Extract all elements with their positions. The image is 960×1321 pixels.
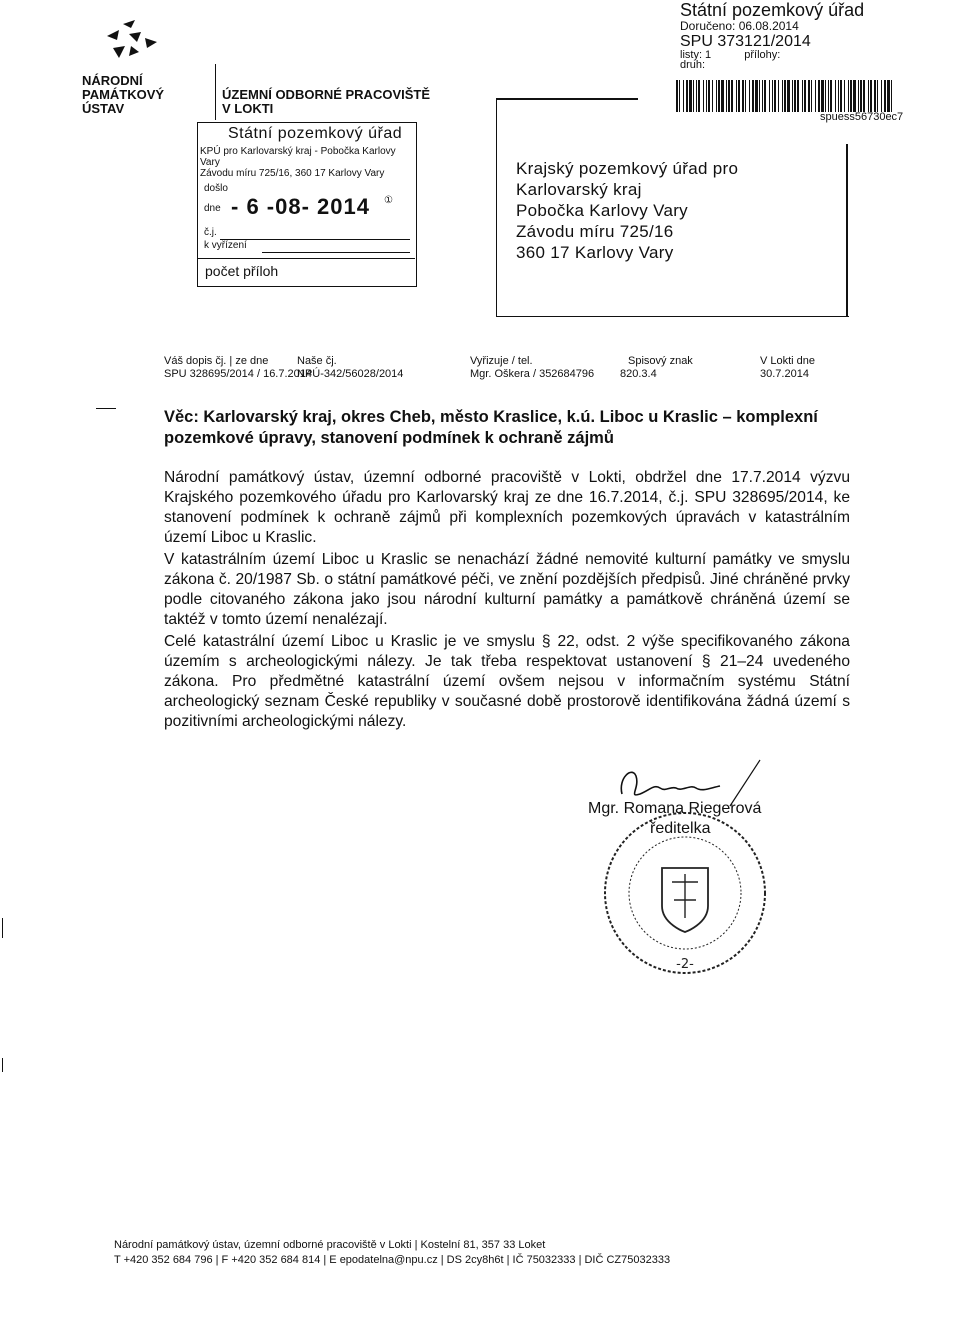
handler: Vyřizuje / tel. Mgr. Oškera / 352684796 bbox=[470, 355, 595, 380]
stamp-attachments-box bbox=[197, 258, 415, 285]
stamp-circle-mark: ① bbox=[384, 195, 393, 206]
place-date: V Lokti dne 30.7.2014 bbox=[760, 355, 816, 380]
signatory-name: Mgr. Romana Riegerová bbox=[588, 800, 762, 817]
margin-tick bbox=[2, 1058, 3, 1072]
fold-mark bbox=[96, 408, 116, 409]
your-ref: Váš dopis čj. | ze dne SPU 328695/2014 / 16.7.2014 bbox=[164, 355, 313, 380]
barcode-bar bbox=[874, 80, 876, 112]
stamp-title: Státní pozemkový úřad bbox=[228, 125, 403, 142]
registry-number: SPU 373121/2014 bbox=[680, 33, 811, 50]
recipient-address: Krajský pozemkový úřad pro Karlovarský kraj Pobočka Karlovy Vary Závodu míru 725/16 360 17 Karlovy Vary bbox=[516, 159, 739, 262]
barcode-bar bbox=[863, 80, 865, 112]
org-workplace: ÚZEMNÍ ODBORNÉ PRACOVIŠTĚ V LOKTI bbox=[222, 87, 431, 116]
official-seal-icon bbox=[600, 808, 770, 978]
barcode-bar bbox=[868, 80, 869, 112]
stamp-handling-line bbox=[262, 252, 410, 253]
stamp-handling-label: k vyřízení bbox=[204, 240, 247, 251]
stamp-address: KPÚ pro Karlovarský kraj - Pobočka Karlovy Vary Závodu míru 725/16, 360 17 Karlovy Vary bbox=[200, 146, 396, 179]
body-paragraph-3: Celé katastrální území Liboc u Kraslic je ve smyslu § 22, odst. 2 výše specifikovaného zákona územím s archeologickými nálezy. Je tak třeba respektovat ustanovení § 21–24 uvedeného zákona. Pro předmětné katastrální území ovšem nejsou v informačním systému Státní archeologický seznam České republiky v současné době prostorově identifikována žádná území s pozitivními archeologickými nálezy. bbox=[164, 633, 850, 730]
registry-office: Státní pozemkový úřad bbox=[680, 0, 865, 20]
received-stamp bbox=[197, 122, 417, 287]
file-code: Spisový znak 820.3.4 bbox=[620, 355, 693, 380]
barcode-bar bbox=[884, 80, 886, 112]
barcode-id: spuess56730ec7 bbox=[820, 111, 904, 123]
barcode-bar bbox=[881, 80, 882, 112]
body-paragraph-1: Národní památkový ústav, územní odborné pracoviště v Lokti, obdržel dne 17.7.2014 výzvu Krajského pozemkového úřadu pro Karlovarský kraj ze dne 16.7.2014, č.j. SPU 328695/2014, ke stanovení podmínek k ochraně zájmů při komplexních pozemkových úpravách v katastrálním území Liboc u Kraslic. bbox=[164, 469, 850, 546]
seal-number: -2- bbox=[676, 957, 694, 972]
barcode-bar bbox=[858, 80, 859, 112]
npu-logo-icon bbox=[95, 18, 165, 78]
barcode-bar bbox=[887, 80, 890, 112]
barcode-bar bbox=[877, 80, 878, 112]
barcode-bar bbox=[860, 80, 862, 112]
registry-sheets: listy: 1 bbox=[680, 49, 712, 61]
body-paragraph-2: V katastrálním území Liboc u Kraslic se nenachází žádné nemovité kulturní památky ve smyslu zákona č. 20/1987 Sb. o státní památkové péči, ve znění pozdějších předpisů. Jiné chráněné prvky podle citovaného zákona jako jsou národní kulturní památky a památkově chráněná území se taktéž v tomto území nenalézají. bbox=[164, 551, 850, 628]
margin-tick bbox=[2, 918, 3, 938]
signatory-role: ředitelka bbox=[650, 820, 711, 837]
barcode-bar bbox=[853, 80, 856, 112]
registry-kind: druh: bbox=[680, 59, 706, 71]
stamp-attachments-label: počet příloh bbox=[205, 263, 279, 279]
registry-delivered: Doručeno: 06.08.2014 bbox=[680, 19, 799, 33]
registry-info bbox=[680, 2, 864, 71]
barcode-bar bbox=[870, 80, 872, 112]
our-ref: Naše čj. NPÚ-342/56028/2014 bbox=[297, 355, 404, 380]
address-window-right bbox=[846, 144, 848, 316]
barcode-bar bbox=[850, 80, 852, 112]
stamp-date-label: dne bbox=[204, 203, 221, 214]
footer-contacts: T +420 352 684 796 | F +420 352 684 814 | E epodatelna@npu.cz | DS 2cy8h6t | IČ 75032333 | DIČ CZ75032333 bbox=[114, 1254, 671, 1266]
barcode-bar bbox=[891, 80, 892, 112]
org-name: NÁRODNÍ PAMÁTKOVÝ ÚSTAV bbox=[82, 73, 165, 116]
footer bbox=[114, 1238, 670, 1268]
registry-attachments: přílohy: bbox=[744, 49, 781, 61]
org-divider bbox=[215, 64, 216, 120]
stamp-date: - 6 -08- 2014 bbox=[231, 194, 370, 219]
footer-address: Národní památkový ústav, územní odborné pracoviště v Lokti | Kostelní 81, 357 33 Loket bbox=[114, 1239, 546, 1251]
stamp-ref-line bbox=[220, 239, 410, 240]
subject: Věc: Karlovarský kraj, okres Cheb, město Kraslice, k.ú. Liboc u Kraslic – komplexní pozemkové úpravy, stanovení podmínek k ochraně zájmů bbox=[164, 408, 818, 447]
stamp-ref-label: č.j. bbox=[204, 227, 217, 238]
stamp-received-label: došlo bbox=[204, 183, 228, 194]
